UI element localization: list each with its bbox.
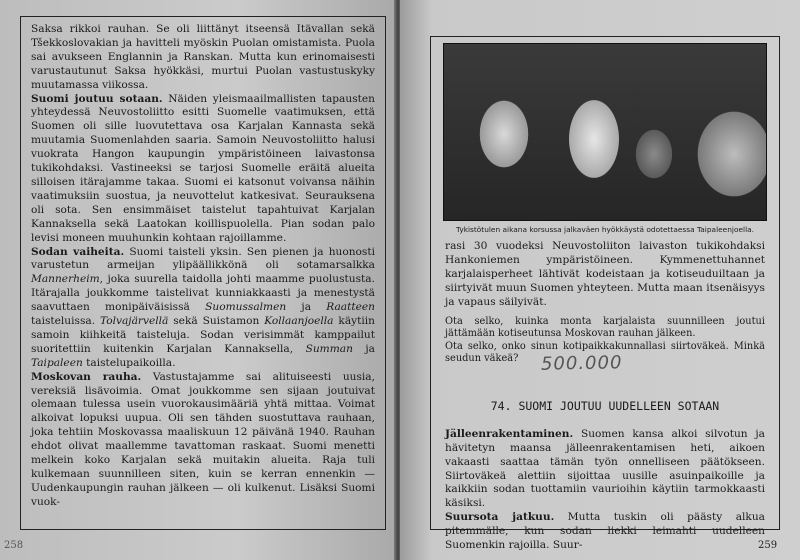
paragraph-suomi-joutuu-sotaan: Suomi joutuu sotaan. Näiden yleismaailmallisten tapausten yhteydessä Neuvostoliitto esitti Suomelle vaatimuksen, että Suomen oli sille luovutettava osa Karjalan Kannasta sekä muutamia Suomenlahden saaria. Samoin Neuvostoliitto halusi vuokrata Hangon kaupungin ympäristöineen laivastonsa tukikohdaksi. Vastineeksi se tarjosi Suomelle eräitä alueita silloisen itärajamme takaa. Suomi ei katsonut voivansa näihin vaatimuksiin suostua, ja neuvottelut katkesivat. Seurauksena oli sota. Sen ensimmäiset taistelut tapahtuivat Karjalan Kannaksella sekä Laatokan koillispuolella. Pian sodan palo levisi moneen muuhunkin kohtaan rajoillamme.: [31, 92, 375, 244]
left-page-text: [21, 17, 385, 510]
right-page-text: [431, 240, 779, 553]
photo-caption: Tykistötulen aikana korsussa jalkaväen hyökkäystä odotettaessa Taipaleenjoella.: [455, 225, 755, 234]
section-heading: Moskovan rauha.: [31, 370, 142, 383]
chapter-title: 74. SUOMI JOUTUU UUDELLEEN SOTAAN: [490, 398, 720, 413]
question-item: Ota selko, onko sinun kotipaikkakunnallasi siirtoväkeä. Minkä seudun väkeä?: [445, 340, 765, 365]
question-item: Ota selko, kuinka monta karjalaista suunnilleen joutui jättämään kotiseutunsa Moskovan rauhan jälkeen.: [445, 315, 765, 340]
photo-trench-soldiers: [443, 43, 767, 221]
paragraph-continuation: rasi 30 vuodeksi Neuvostoliiton laivaston tukikohdaksi Hankoniemen ympäristöineen. Kymmenettuhannet karjalaisperheet lähtivät kodeistaan ja kotiseuduiltaan ja siirtyivät muun Suomen yhteyteen. Mutta maan itsenäisyys ja vapaus säilyivät.: [445, 240, 765, 308]
left-text-frame: [20, 16, 386, 530]
section-heading: Suomi joutuu sotaan.: [31, 92, 163, 105]
paragraph-sodan-vaiheita: Sodan vaiheita. Suomi taisteli yksin. Sen pienen ja huonosti varustetun armeijan ylipäällikkönä oli sotamarsalkka Mannerheim, joka suurella taidolla johti maamme puolustusta. Itärajalla joukkomme taistelivat kunniakkaasti ja menestystä saavuttaen monipäiväisissä Suomussalmen ja Raatteen taisteluissa. Tolvajärvellä sekä Suistamon Kollaanjoella käytiin samoin kiihkeitä taisteluja. Sodan verisimmät kamppailut suoritettiin kuitenkin Karjalan Kannaksella, Summan ja Taipaleen taistelupaikoilla.: [31, 245, 375, 369]
paragraph-intro: Saksa rikkoi rauhan. Se oli liittänyt itseensä Itävallan sekä Tšekkoslovakian ja havitteli myöskin Puolan omistamista. Puola sai avukseen Englannin ja Ranskan. Mutta kun erinomaisesti varustautunut Saksa hyökkäsi, murtui Puolan vastustuskyky muutamassa viikossa.: [31, 23, 375, 91]
paragraph-jalleenrakentaminen: Jälleenrakentaminen. Suomen kansa alkoi silvotun ja hävitetyn maansa jälleenrakentamisen heti, aikoen vakaasti saattaa tämän työn onnelliseen päätökseen. Siirtoväkeä alettiin sijoittaa uusille asuinpaikoille ja kaikkiin sodan tuottamiin vaurioihin käytiin tarmokkaasti käsiksi.: [445, 427, 765, 510]
page-number-right: 259: [758, 540, 778, 551]
section-heading: Jälleenrakentaminen.: [445, 427, 574, 440]
handwritten-note: 500.000: [540, 352, 623, 375]
right-page: [400, 0, 800, 560]
paragraph-suursota-jatkuu: Suursota jatkuu. Mutta tuskin oli päästy alkua pitemmälle, kun sodan liekki leimahti uudelleen Suomenkin rajoilla. Suur-: [445, 511, 765, 552]
page-number-left: 258: [4, 540, 24, 551]
paragraph-moskovan-rauha: Moskovan rauha. Vastustajamme sai alituiseesti uusia, vereksiä lisävoimia. Omat joukkomme sen sijaan joutuivat olemaan tulessa usein vuorokausimääriä yhtä mittaa. Voimat alkoivat lopuksi uupua. Oli sen tähden suostuttava rauhaan, joka tehtiin Moskovassa maaliskuun 12 päivänä 1940. Rauhan ehdot olivat maallemme tavattoman raskaat. Suomi menetti melkein koko Karjalan sekä muitakin alueita. Raja tuli kulkemaan suunnilleen siten, kuin se kerran ennenkin — Uudenkaupungin rauhan jälkeen — oli kulkenut. Lisäksi Suomi vuok-: [31, 370, 375, 508]
left-page: [0, 0, 396, 560]
section-heading: Sodan vaiheita.: [31, 245, 125, 258]
section-heading: Suursota jatkuu.: [445, 511, 555, 524]
